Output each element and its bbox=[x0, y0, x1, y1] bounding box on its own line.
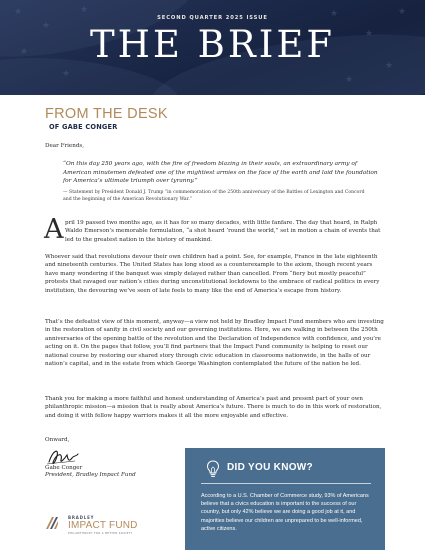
paragraph-1: pril 19 passed two months ago, as it has for so many decades, with little fanfare. The day that heard, in Ralph Waldo Emerson’s memorable formulation, “a shot heard ’round the world,” set in motion a chain of events that led to the greatest nation in the history of mankind. bbox=[65, 220, 381, 243]
did-you-know-box bbox=[185, 448, 385, 550]
closing: Onward, bbox=[45, 437, 70, 443]
logo-org: BRADLEY bbox=[68, 515, 95, 520]
drop-cap: A bbox=[44, 214, 64, 245]
section-heading: FROM THE DESK bbox=[45, 106, 168, 122]
signer-name: Gabe Conger bbox=[45, 465, 83, 471]
lightbulb-icon bbox=[205, 459, 221, 479]
logo-tagline: PHILANTHROPY FOR A BETTER SOCIETY bbox=[68, 532, 133, 535]
issue-label: SECOND QUARTER 2025 ISSUE bbox=[157, 15, 268, 21]
logo-name: IMPACT FUND bbox=[68, 520, 138, 531]
did-you-know-body: According to a U.S. Chamber of Commerce study, 93% of Americans believe that a civics education is important to the success of our country, but only 42% believe we are doing a good job at it, and majorities believe our children are unprepared to be well-informed, active citizens. bbox=[201, 493, 369, 532]
quote-attribution: — Statement by President Donald J. Trump “in commemoration of the 250th anniversary of the Battles of Lexington and Concord and the beginning of the American Revolutionary War.” bbox=[63, 190, 365, 202]
opening-quote: “On this day 250 years ago, with the fire of freedom blazing in their souls, an extraordinary army of American minutemen defeated one of the mightiest armies on the face of the earth and laid the foundation for America’s ultimate triumph over tyranny.” bbox=[63, 161, 378, 185]
salutation: Dear Friends, bbox=[45, 143, 85, 149]
signer-title: President, Bradley Impact Fund bbox=[45, 472, 136, 478]
byline: OF GABE CONGER bbox=[49, 123, 118, 131]
divider bbox=[201, 483, 371, 484]
paragraph-2: Whoever said that revolutions devour their own children had a point. See, for example, France in the late eighteenth and nineteenth centuries. The United States has long stood as a counterexample to the axiom, though recent years have many wondering if the banquet was simply delayed rather than cancelled. From “fiery but mostly peaceful” protests that ravaged our nation’s cities during unconstitutional lockdowns to the embrace of radical politics in every institution, the devouring we’ve seen of late feels to many like the end of America’s escape from history. bbox=[45, 254, 380, 294]
did-you-know-title: DID YOU KNOW? bbox=[227, 462, 313, 473]
paragraph-3: That’s the defeatist view of this moment, anyway—a view not held by Bradley Impact Fund members who are investing in the restoration of sanity in civil society and our governing institutions. Here, we are walking in between the 250th anniversaries of the opening battle of the revolution and the Declaration of Independence with confidence, and you’re acting on it. On the pages that follow, you’ll find partners that the Impact Fund community is helping to reset our national course by restoring our shared story through civic education in classrooms nationwide, in the halls of our nation’s capital, and in the estate from which George Washington contemplated the future of the nation he led. bbox=[45, 319, 384, 368]
paragraph-4: Thank you for making a more faithful and honest understanding of America’s past and present part of your own philanthropic mission—a mission that is really about America’s future. There is much to do in this work of restoration, and doing it with fellow happy warriors makes it all the more enjoyable and effective. bbox=[45, 396, 382, 419]
header-banner: ★ ★ ★ ★ ★ ★ ★ ★ ★ ★ SECOND QUARTER 2025 ISSUE THE BRIEF bbox=[0, 0, 425, 95]
newsletter-title: THE BRIEF bbox=[89, 23, 336, 66]
impact-fund-logo-icon bbox=[44, 515, 60, 531]
